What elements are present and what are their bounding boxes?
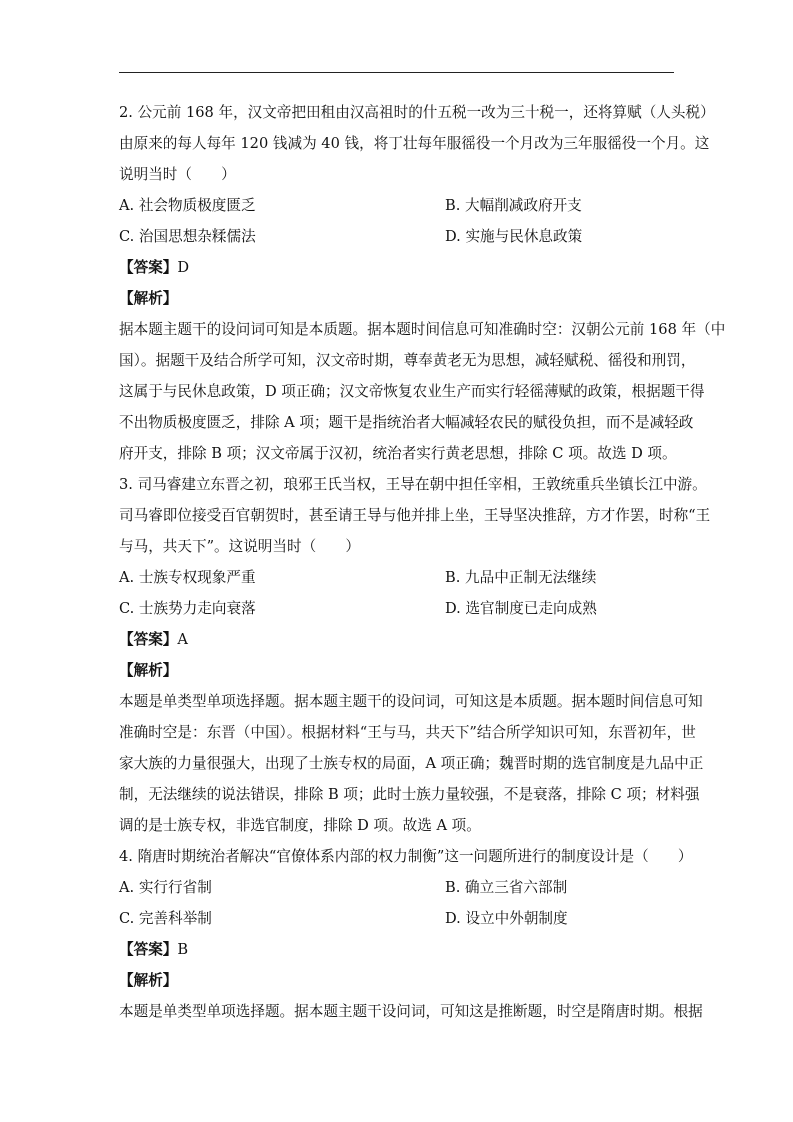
analysis-label: 【解析】 bbox=[119, 290, 178, 307]
question-stem-line: 与马，共天下”。这说明当时（ ） bbox=[119, 538, 360, 555]
analysis-line: 据本题主题干的设问词可知是本质题。据本题时间信息可知准确时空：汉朝公元前 168 年（中 bbox=[119, 321, 726, 338]
analysis-line: 本题是单类型单项选择题。据本题主题干的设问词，可知这是本质题。据本题时间信息可知 bbox=[119, 693, 703, 710]
analysis-line: 这属于与民休息政策，D 项正确；汉文帝恢复农业生产而实行轻徭薄赋的政策，根据题干得 bbox=[119, 383, 705, 400]
option-c: C. 完善科举制 bbox=[119, 910, 212, 927]
question-stem-line: 3. 司马睿建立东晋之初，琅邪王氏当权，王导在朝中担任宰相，王敦统重兵坐镇长江中游。 bbox=[119, 476, 707, 493]
header-rule bbox=[119, 72, 674, 73]
option-d: D. 选官制度已走向成熟 bbox=[445, 600, 597, 617]
answer-line bbox=[119, 934, 675, 965]
option-d: D. 设立中外朝制度 bbox=[445, 910, 568, 927]
analysis-line: 不出物质极度匮乏，排除 A 项；题干是指统治者大幅减轻农民的赋役负担，而不是减轻政 bbox=[119, 414, 694, 431]
answer-label: 【答案】 bbox=[119, 941, 178, 958]
analysis-line: 本题是单类型单项选择题。据本题主题干设问词，可知这是推断题，时空是隋唐时期。根据 bbox=[119, 1003, 703, 1020]
analysis-label: 【解析】 bbox=[119, 972, 178, 989]
options-row bbox=[119, 190, 675, 221]
answer-line bbox=[119, 624, 675, 655]
question-2 bbox=[119, 97, 726, 469]
option-a: A. 实行行省制 bbox=[119, 879, 212, 896]
question-4 bbox=[119, 841, 703, 1027]
question-stem-line: 由原来的每人每年 120 钱减为 40 钱，将丁壮每年服徭役一个月改为三年服徭役一个月。这 bbox=[119, 135, 710, 152]
analysis-label: 【解析】 bbox=[119, 662, 178, 679]
option-b: B. 大幅削减政府开支 bbox=[445, 197, 582, 214]
options-row bbox=[119, 593, 675, 624]
answer-value: A bbox=[177, 631, 188, 648]
question-stem-line: 2. 公元前 168 年，汉文帝把田租由汉高祖时的什五税一改为三十税一，还将算赋（人头税） bbox=[119, 104, 715, 121]
option-b: B. 确立三省六部制 bbox=[445, 879, 568, 896]
options-row bbox=[119, 221, 675, 252]
question-stem-line: 4. 隋唐时期统治者解决“官僚体系内部的权力制衡”这一问题所进行的制度设计是（ ） bbox=[119, 848, 693, 865]
option-d: D. 实施与民休息政策 bbox=[445, 228, 583, 245]
options-row bbox=[119, 562, 675, 593]
question-stem-line: 说明当时（ ） bbox=[119, 166, 236, 183]
answer-line bbox=[119, 252, 675, 283]
option-c: C. 士族势力走向衰落 bbox=[119, 600, 256, 617]
answer-value: D bbox=[177, 259, 190, 276]
answer-value: B bbox=[177, 941, 189, 958]
option-b: B. 九品中正制无法继续 bbox=[445, 569, 597, 586]
analysis-line: 制，无法继续的说法错误，排除 B 项；此时士族力量较强，不是衰落，排除 C 项；材料强 bbox=[119, 786, 700, 803]
analysis-line: 府开支，排除 B 项；汉文帝属于汉初，统治者实行黄老思想，排除 C 项。故选 D 项。 bbox=[119, 445, 677, 462]
analysis-line: 调的是士族专权，非选官制度，排除 D 项。故选 A 项。 bbox=[119, 817, 481, 834]
option-c: C. 治国思想杂糅儒法 bbox=[119, 228, 256, 245]
options-row bbox=[119, 903, 675, 934]
question-3 bbox=[119, 469, 711, 841]
analysis-line: 家大族的力量很强大，出现了士族专权的局面，A 项正确；魏晋时期的选官制度是九品中正 bbox=[119, 755, 704, 772]
analysis-line: 国）。据题干及结合所学可知，汉文帝时期，尊奉黄老无为思想，减轻赋税、徭役和刑罚， bbox=[119, 352, 696, 369]
options-row bbox=[119, 872, 675, 903]
answer-label: 【答案】 bbox=[119, 631, 178, 648]
option-a: A. 社会物质极度匮乏 bbox=[119, 197, 256, 214]
question-stem-line: 司马睿即位接受百官朝贺时，甚至请王导与他并排上坐，王导坚决推辞，方才作罢，时称“王 bbox=[119, 507, 711, 524]
answer-label: 【答案】 bbox=[119, 259, 178, 276]
option-a: A. 士族专权现象严重 bbox=[119, 569, 256, 586]
analysis-line: 准确时空是：东晋（中国）。根据材料“王与马，共天下”结合所学知识可知，东晋初年，世 bbox=[119, 724, 696, 741]
page-content bbox=[119, 97, 726, 1027]
